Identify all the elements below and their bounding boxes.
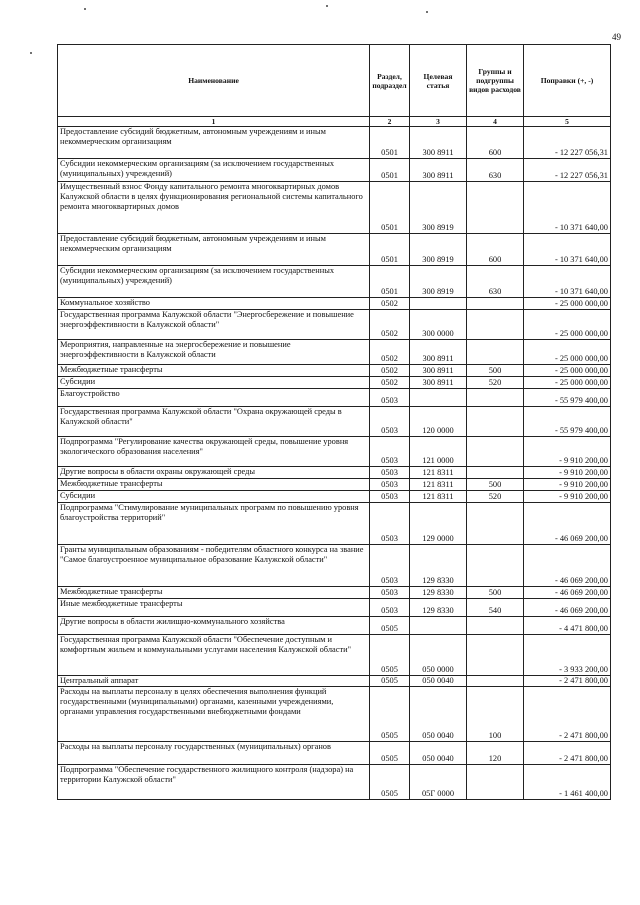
row-name: Подпрограмма "Стимулирование муниципальных программ по повышению уровня благоустройства территорий" — [58, 503, 370, 545]
row-group: 520 — [467, 377, 524, 389]
row-amount: - 9 910 200,00 — [524, 437, 611, 467]
row-amount: - 46 069 200,00 — [524, 587, 611, 599]
table-row — [58, 365, 611, 377]
row-target: 120 0000 — [410, 407, 467, 437]
row-section: 0501 — [370, 266, 410, 298]
row-target: 129 0000 — [410, 503, 467, 545]
table-row — [58, 377, 611, 389]
row-amount: - 2 471 800,00 — [524, 687, 611, 742]
row-group — [467, 298, 524, 310]
row-group — [467, 437, 524, 467]
row-section: 0503 — [370, 389, 410, 407]
row-target — [410, 389, 467, 407]
row-section: 0505 — [370, 765, 410, 800]
column-number-row — [58, 117, 611, 127]
row-target: 300 0000 — [410, 310, 467, 340]
row-amount: - 4 471 800,00 — [524, 617, 611, 635]
row-target: 121 8311 — [410, 467, 467, 479]
row-target: 121 0000 — [410, 437, 467, 467]
row-target: 300 8911 — [410, 159, 467, 182]
table-row — [58, 182, 611, 234]
table-row — [58, 742, 611, 765]
row-name: Подпрограмма "Регулирование качества окружающей среды, повышение уровня экологического образования населения" — [58, 437, 370, 467]
row-target: 050 0040 — [410, 676, 467, 687]
row-section: 0503 — [370, 503, 410, 545]
row-amount: - 46 069 200,00 — [524, 503, 611, 545]
row-target: 300 8919 — [410, 234, 467, 266]
row-amount: - 9 910 200,00 — [524, 479, 611, 491]
table-row — [58, 587, 611, 599]
table-row — [58, 234, 611, 266]
table-row — [58, 503, 611, 545]
row-section: 0503 — [370, 437, 410, 467]
row-name: Межбюджетные трансферты — [58, 587, 370, 599]
row-amount: - 9 910 200,00 — [524, 491, 611, 503]
column-number: 5 — [524, 117, 611, 127]
table-row — [58, 389, 611, 407]
table-row — [58, 617, 611, 635]
table-row — [58, 635, 611, 676]
row-section: 0502 — [370, 365, 410, 377]
page-number: 49 — [612, 32, 621, 42]
row-section: 0502 — [370, 310, 410, 340]
row-name: Подпрограмма "Обеспечение государственного жилищного контроля (надзора) на территории Калужской области" — [58, 765, 370, 800]
row-target — [410, 617, 467, 635]
row-target: 05Г 0000 — [410, 765, 467, 800]
row-group — [467, 182, 524, 234]
row-amount: - 55 979 400,00 — [524, 407, 611, 437]
row-section: 0503 — [370, 587, 410, 599]
row-name: Другие вопросы в области охраны окружающей среды — [58, 467, 370, 479]
table-header-row — [58, 45, 611, 117]
row-group — [467, 545, 524, 587]
row-name: Субсидии — [58, 377, 370, 389]
row-target: 129 8330 — [410, 599, 467, 617]
scan-speck — [326, 5, 328, 7]
header-group: Группы и подгруппы видов расходов — [467, 45, 524, 117]
row-amount: - 25 000 000,00 — [524, 365, 611, 377]
row-amount: - 10 371 640,00 — [524, 234, 611, 266]
row-section: 0502 — [370, 340, 410, 365]
row-target: 300 8919 — [410, 266, 467, 298]
header-section: Раздел, подраздел — [370, 45, 410, 117]
row-name: Мероприятия, направленные на энергосбережение и повышение энергоэффективности в Калужской области — [58, 340, 370, 365]
table-row — [58, 687, 611, 742]
table-row — [58, 127, 611, 159]
row-name: Расходы на выплаты персоналу в целях обеспечения выполнения функций государственными (муниципальными) органами, казенными учреждениями, органами управления государственными внебюджетными фондами — [58, 687, 370, 742]
table-row — [58, 266, 611, 298]
row-amount: - 12 227 056,31 — [524, 159, 611, 182]
row-amount: - 10 371 640,00 — [524, 266, 611, 298]
row-target: 300 8919 — [410, 182, 467, 234]
row-section: 0501 — [370, 127, 410, 159]
row-section: 0505 — [370, 687, 410, 742]
row-amount: - 3 933 200,00 — [524, 635, 611, 676]
row-target: 050 0040 — [410, 742, 467, 765]
row-amount: - 12 227 056,31 — [524, 127, 611, 159]
row-amount: - 46 069 200,00 — [524, 599, 611, 617]
row-section: 0503 — [370, 599, 410, 617]
row-group — [467, 503, 524, 545]
row-amount: - 1 461 400,00 — [524, 765, 611, 800]
row-section: 0503 — [370, 407, 410, 437]
row-section: 0501 — [370, 234, 410, 266]
table-row — [58, 407, 611, 437]
row-target: 300 8911 — [410, 127, 467, 159]
row-group — [467, 310, 524, 340]
row-group: 600 — [467, 127, 524, 159]
row-group — [467, 467, 524, 479]
row-section: 0503 — [370, 491, 410, 503]
row-group: 100 — [467, 687, 524, 742]
table-row — [58, 298, 611, 310]
row-target: 050 0040 — [410, 687, 467, 742]
row-group — [467, 617, 524, 635]
row-target: 050 0000 — [410, 635, 467, 676]
row-group: 600 — [467, 234, 524, 266]
row-section: 0502 — [370, 298, 410, 310]
row-section: 0501 — [370, 159, 410, 182]
row-amount: - 46 069 200,00 — [524, 545, 611, 587]
row-name: Субсидии некоммерческим организациям (за исключением государственных (муниципальных) учреждений) — [58, 159, 370, 182]
row-name: Межбюджетные трансферты — [58, 479, 370, 491]
scan-speck — [30, 52, 32, 54]
row-amount: - 10 371 640,00 — [524, 182, 611, 234]
table-row — [58, 479, 611, 491]
row-amount: - 25 000 000,00 — [524, 340, 611, 365]
scan-speck — [426, 11, 428, 13]
header-target: Целевая статья — [410, 45, 467, 117]
row-name: Иные межбюджетные трансферты — [58, 599, 370, 617]
row-amount: - 2 471 800,00 — [524, 676, 611, 687]
row-group: 630 — [467, 159, 524, 182]
row-section: 0505 — [370, 676, 410, 687]
row-name: Предоставление субсидий бюджетным, автономным учреждениям и иным некоммерческим организациям — [58, 127, 370, 159]
row-group — [467, 340, 524, 365]
row-name: Межбюджетные трансферты — [58, 365, 370, 377]
row-target: 121 8311 — [410, 491, 467, 503]
row-section: 0503 — [370, 545, 410, 587]
table-row — [58, 467, 611, 479]
row-group — [467, 407, 524, 437]
row-name: Субсидии некоммерческим организациям (за исключением государственных (муниципальных) учреждений) — [58, 266, 370, 298]
row-name: Благоустройство — [58, 389, 370, 407]
table-row — [58, 491, 611, 503]
row-target: 121 8311 — [410, 479, 467, 491]
row-name: Предоставление субсидий бюджетным, автономным учреждениям и иным некоммерческим организациям — [58, 234, 370, 266]
row-group — [467, 389, 524, 407]
row-name: Центральный аппарат — [58, 676, 370, 687]
table-row — [58, 599, 611, 617]
row-amount: - 25 000 000,00 — [524, 377, 611, 389]
row-name: Другие вопросы в области жилищно-коммунального хозяйства — [58, 617, 370, 635]
row-section: 0505 — [370, 742, 410, 765]
row-name: Государственная программа Калужской области "Энергосбережение и повышение энергоэффективности в Калужской области" — [58, 310, 370, 340]
row-group: 500 — [467, 365, 524, 377]
row-group: 630 — [467, 266, 524, 298]
row-section: 0505 — [370, 635, 410, 676]
row-name: Государственная программа Калужской области "Охрана окружающей среды в Калужской области" — [58, 407, 370, 437]
table-row — [58, 545, 611, 587]
row-group — [467, 765, 524, 800]
row-name: Расходы на выплаты персоналу государственных (муниципальных) органов — [58, 742, 370, 765]
scan-speck — [84, 8, 86, 10]
column-number: 4 — [467, 117, 524, 127]
row-group — [467, 635, 524, 676]
row-section: 0501 — [370, 182, 410, 234]
row-target — [410, 298, 467, 310]
row-group: 520 — [467, 491, 524, 503]
column-number: 2 — [370, 117, 410, 127]
row-section: 0505 — [370, 617, 410, 635]
row-name: Государственная программа Калужской области "Обеспечение доступным и комфортным жильем и коммунальными услугами населения Калужской области" — [58, 635, 370, 676]
row-group: 540 — [467, 599, 524, 617]
row-section: 0503 — [370, 467, 410, 479]
table-row — [58, 765, 611, 800]
budget-amendments-table — [57, 44, 611, 800]
row-target: 129 8330 — [410, 545, 467, 587]
row-name: Субсидии — [58, 491, 370, 503]
header-name: Наименование — [58, 45, 370, 117]
table-row — [58, 310, 611, 340]
table-row — [58, 159, 611, 182]
row-group: 500 — [467, 587, 524, 599]
column-number: 3 — [410, 117, 467, 127]
row-name: Коммунальное хозяйство — [58, 298, 370, 310]
row-group: 120 — [467, 742, 524, 765]
row-target: 300 8911 — [410, 377, 467, 389]
row-group: 500 — [467, 479, 524, 491]
row-amount: - 25 000 000,00 — [524, 298, 611, 310]
table-row — [58, 340, 611, 365]
row-section: 0503 — [370, 479, 410, 491]
row-amount: - 25 000 000,00 — [524, 310, 611, 340]
row-name: Имущественный взнос Фонду капитального ремонта многоквартирных домов Калужской области в целях функционирования региональной системы капитального ремонта многоквартирных домов — [58, 182, 370, 234]
row-target: 129 8330 — [410, 587, 467, 599]
column-number: 1 — [58, 117, 370, 127]
table-row — [58, 437, 611, 467]
row-group — [467, 676, 524, 687]
row-section: 0502 — [370, 377, 410, 389]
header-amendment: Поправки (+, -) — [524, 45, 611, 117]
row-target: 300 8911 — [410, 365, 467, 377]
row-target: 300 8911 — [410, 340, 467, 365]
row-amount: - 9 910 200,00 — [524, 467, 611, 479]
row-amount: - 55 979 400,00 — [524, 389, 611, 407]
row-amount: - 2 471 800,00 — [524, 742, 611, 765]
table-row — [58, 676, 611, 687]
row-name: Гранты муниципальным образованиям - победителям областного конкурса на звание "Самое благоустроенное муниципальное образование Калужской области" — [58, 545, 370, 587]
